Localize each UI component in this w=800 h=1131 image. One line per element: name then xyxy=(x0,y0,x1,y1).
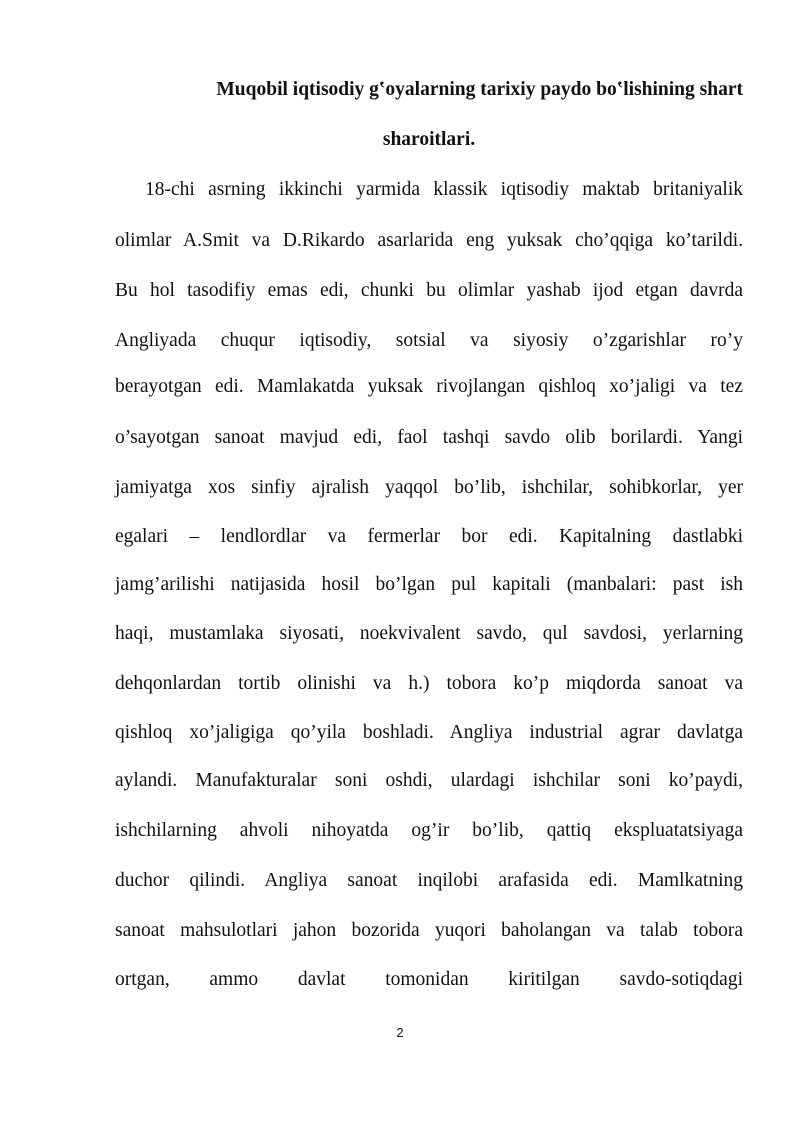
title-line-2: sharoitlari. xyxy=(382,129,476,150)
paragraph-line: jamiyatga xos sinfiy ajralish yaqqol bo’lib, ishchilar, sohibkorlar, yer xyxy=(115,477,743,498)
paragraph-line: 18-chi asrning ikkinchi yarmida klassik iqtisodiy maktab britaniyalik xyxy=(145,179,743,200)
title-line-1: Muqobil iqtisodiy gʽoyalarning tarixiy paydo boʽlishining shart xyxy=(216,79,743,100)
paragraph-line: Angliyada chuqur iqtisodiy, sotsial va siyosiy o’zgarishlar ro’y xyxy=(115,330,743,351)
paragraph-line: sanoat mahsulotlari jahon bozorida yuqori baholangan va talab tobora xyxy=(115,920,743,941)
paragraph-line: o’sayotgan sanoat mavjud edi, faol tashqi savdo olib borilardi. Yangi xyxy=(115,427,743,448)
paragraph-line: Bu hol tasodifiy emas edi, chunki bu olimlar yashab ijod etgan davrda xyxy=(115,280,743,301)
paragraph-line: ortgan, ammo davlat tomonidan kiritilgan savdo-sotiqdagi xyxy=(115,969,743,990)
paragraph-line: aylandi. Manufakturalar soni oshdi, ulardagi ishchilar soni ko’paydi, xyxy=(115,770,743,791)
paragraph-line: olimlar A.Smit va D.Rikardo asarlarida eng yuksak cho’qqiga ko’tarildi. xyxy=(115,230,743,251)
paragraph-line: haqi, mustamlaka siyosati, noekvivalent savdo, qul savdosi, yerlarning xyxy=(115,623,743,644)
paragraph-line: ishchilarning ahvoli nihoyatda og’ir bo’lib, qattiq ekspluatatsiyaga xyxy=(115,820,743,841)
page-number: 2 xyxy=(396,1025,404,1040)
paragraph-line: duchor qilindi. Angliya sanoat inqilobi arafasida edi. Mamlkatning xyxy=(115,870,743,891)
paragraph-line: qishloq xo’jaligiga qo’yila boshladi. Angliya industrial agrar davlatga xyxy=(115,722,743,743)
paragraph-line: berayotgan edi. Mamlakatda yuksak rivojlangan qishloq xo’jaligi va tez xyxy=(115,376,743,397)
paragraph-line: dehqonlardan tortib olinishi va h.) tobora ko’p miqdorda sanoat va xyxy=(115,673,743,694)
paragraph-line: egalari – lendlordlar va fermerlar bor edi. Kapitalning dastlabki xyxy=(115,526,743,547)
paragraph-line: jamg’arilishi natijasida hosil bo’lgan pul kapitali (manbalari: past ish xyxy=(115,574,743,595)
